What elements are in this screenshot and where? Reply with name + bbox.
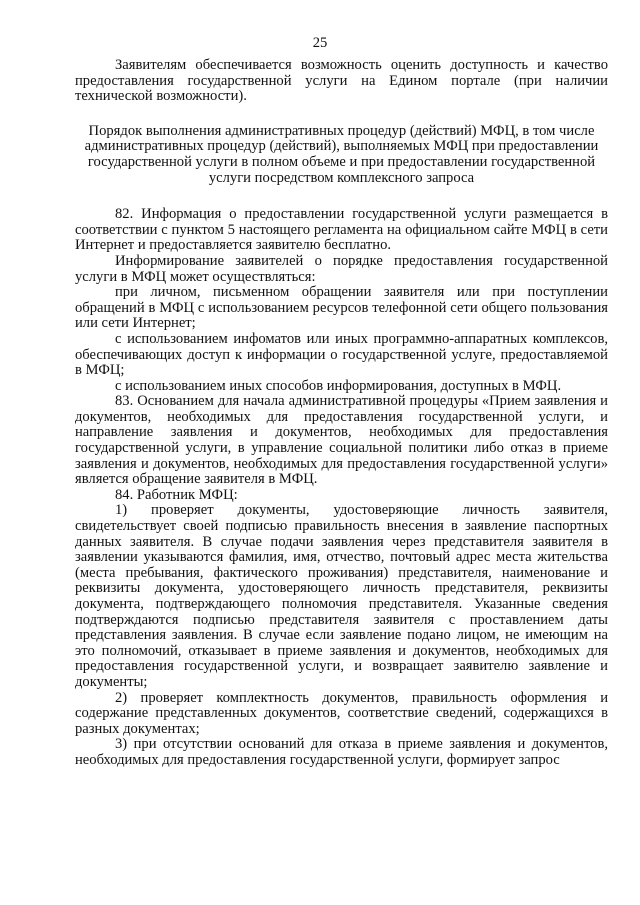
section-heading: Порядок выполнения административных процедур (действий) МФЦ, в том числе административных процедур (действий), выполняемых МФЦ при предоставлении государственной услуги в полном объеме и при предоставлении государственной услуги посредством комплексного запроса bbox=[84, 122, 599, 186]
paragraph-84-item-1: 1) проверяет документы, удостоверяющие личность заявителя, свидетельствует своей подписью правильность внесения в заявление паспортных данных заявителя. В случае подачи заявления через представителя заявителя в заявлении указываются фамилия, имя, отчество, почтовый адрес места жительства (места пребывания, фактического проживания) представителя, наименование и реквизиты документа, удостоверяющего личность представителя, реквизиты документа, подтверждающего полномочия представителя. Указанные сведения подтверждаются подписью представителя заявителя с проставлением даты представления заявления. В случае если заявление подано лицом, не имеющим на это полномочий, отказывает в приеме заявления и документов, необходимых для предоставления государственной услуги, и возвращает заявителю заявление и документы; bbox=[75, 502, 608, 690]
paragraph-informing: Информирование заявителей о порядке предоставления государственной услуги в МФЦ может осуществляться: bbox=[75, 252, 608, 285]
paragraph-82: 82. Информация о предоставлении государственной услуги размещается в соответствии с пунктом 5 настоящего регламента на официальном сайте МФЦ в сети Интернет и предоставляется заявителю бесплатно. bbox=[75, 206, 608, 254]
paragraph-informing-infomats: с использованием инфоматов или иных программно-аппаратных комплексов, обеспечивающих доступ к информации о государственной услуге, предоставляемой в МФЦ; bbox=[75, 330, 608, 379]
paragraph-portal-evaluation: Заявителям обеспечивается возможность оценить доступность и качество предоставления государственной услуги на Едином портале (при наличии технической возможности). bbox=[75, 57, 608, 105]
paragraph-informing-personal: при личном, письменном обращении заявителя или при поступлении обращений в МФЦ с использованием ресурсов телефонной сети общего пользования или сети Интернет; bbox=[75, 284, 608, 332]
paragraph-informing-other: с использованием иных способов информирования, доступных в МФЦ. bbox=[115, 377, 562, 394]
document-body bbox=[75, 58, 608, 769]
paragraph-84-item-2: 2) проверяет комплектность документов, правильность оформления и содержание представленных документов, соответствие сведений, содержащихся в разных документах; bbox=[75, 689, 608, 737]
page-number: 25 bbox=[312, 35, 328, 51]
paragraph-84: 84. Работник МФЦ: bbox=[115, 486, 238, 503]
paragraph-83: 83. Основанием для начала административной процедуры «Прием заявления и документов, необходимых для предоставления государственной услуги, и направление заявления и документов, необходимых для предоставления государственной услуги, в управление социальной политики либо отказ в приеме заявления и документов, необходимых для предоставления государственной услуги» является обращение заявителя в МФЦ. bbox=[75, 393, 608, 488]
paragraph-84-item-3: 3) при отсутствии оснований для отказа в приеме заявления и документов, необходимых для предоставления государственной услуги, формирует запрос bbox=[75, 736, 608, 768]
